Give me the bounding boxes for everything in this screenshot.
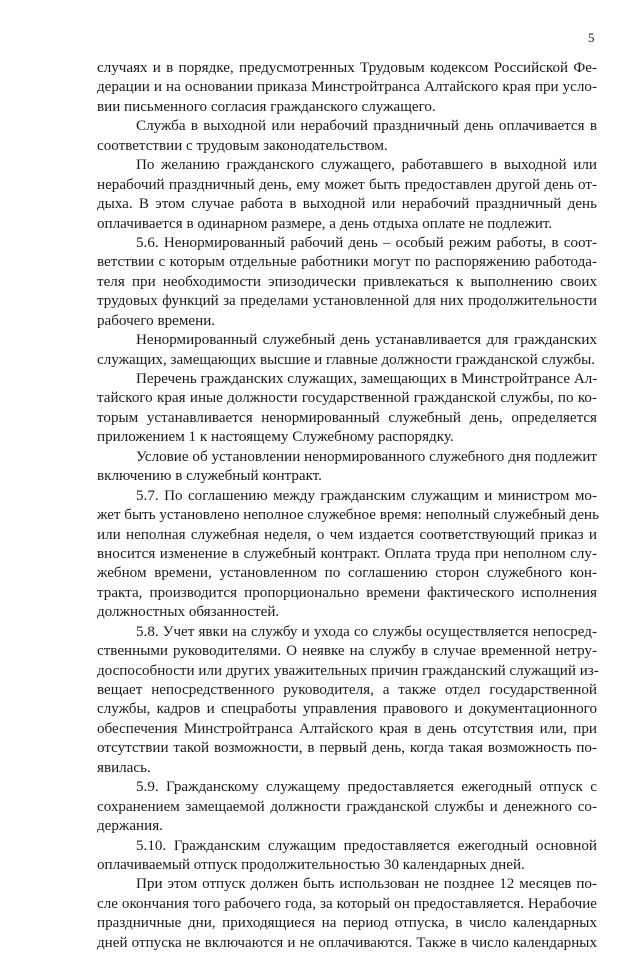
text-line: оплачивается в одинарном размере, а день отдыха оплате не подлежит. [97, 215, 553, 232]
text-line: сохранением замещаемой должности гражданской службы и денежного со- [97, 798, 597, 815]
text-line: вносится изменение в служебный контракт. Оплата труда при неполном слу- [97, 545, 597, 562]
text-line: доспособности или других уважительных причин гражданский служащий из- [97, 662, 599, 679]
document-body [97, 59, 597, 953]
page-number: 5 [588, 30, 595, 45]
text-line: явилась. [97, 759, 151, 776]
text-line: 5.9. Гражданскому служащему предоставляется ежегодный отпуск с [136, 779, 597, 796]
text-line: службы, кадров и спецработы управления правового и документационного [97, 701, 597, 718]
text-line: тайского края иные должности государственной гражданской службы, по ко- [97, 390, 597, 407]
text-line: теля при необходимости эпизодически привлекаться к выполнению своих [97, 273, 597, 290]
text-line: жебном времени, установленном по соглашению сторон служебного кон- [97, 565, 597, 582]
text-line: 5.6. Ненормированный рабочий день – особый режим работы, в соот- [136, 234, 597, 251]
text-line: служащих, замещающих высшие и главные должности гражданской службы. [97, 351, 596, 368]
text-line: обеспечения Минстройтранса Алтайского края в день отсутствия или, при [97, 720, 597, 737]
text-line: Служба в выходной или нерабочий праздничный день оплачивается в [136, 118, 597, 135]
text-line: жет быть установлено неполное служебное время: неполный служебный день [97, 507, 599, 524]
text-line: Ненормированный служебный день устанавливается для гражданских [136, 332, 597, 349]
text-line: оплачиваемый отпуск продолжительностью 30 календарных дней. [97, 856, 525, 873]
text-line: По желанию гражданского служащего, работавшего в выходной или [136, 157, 597, 174]
text-line: торым устанавливается ненормированный служебный день, определяется [97, 409, 597, 426]
text-line: дерации и на основании приказа Минстройтранса Алтайского края при усло- [97, 79, 597, 96]
text-line: дыха. В этом случае работа в выходной или нерабочий праздничный день [97, 196, 597, 213]
text-line: нерабочий праздничный день, ему может быть предоставлен другой день от- [97, 176, 597, 193]
text-line: трудовых функций за пределами установленной для них продолжительности [97, 293, 597, 310]
text-line: Перечень гражданских служащих, замещающих в Минстройтрансе Ал- [136, 371, 598, 387]
text-line: должностных обязанностей. [97, 604, 280, 621]
text-line: При этом отпуск должен быть использован не позднее 12 месяцев по- [136, 876, 597, 893]
text-line: соответствии с трудовым законодательством. [97, 137, 388, 154]
text-line: держания. [97, 818, 163, 835]
text-line: дней отпуска не включаются и не оплачиваются. Также в число календарных [97, 934, 597, 951]
text-line: случаях и в порядке, предусмотренных Трудовым кодексом Российской Фе- [97, 60, 597, 76]
text-line: 5.7. По соглашению между гражданским служащим и министром мо- [136, 487, 597, 504]
text-line: сле окончания того рабочего года, за который он предоставляется. Нерабочие [97, 895, 597, 912]
text-line: включению в служебный контракт. [97, 468, 322, 485]
text-line: вии письменного согласия гражданского служащего. [97, 98, 436, 115]
text-line: рабочего времени. [97, 312, 216, 329]
text-line: отсутствии такой возможности, в первый день, когда такая возможность по- [97, 740, 597, 757]
text-line: ственными руководителями. О неявке на службу в случае временной нетру- [97, 643, 597, 660]
text-line: 5.10. Гражданским служащим предоставляется ежегодный основной [136, 837, 597, 854]
text-line: тракта, производится пропорционально времени фактического исполнения [97, 584, 597, 601]
text-line: Условие об установлении ненормированного служебного дня подлежит [136, 448, 597, 465]
text-line: или неполная служебная неделя, о чем издается соответствующий приказ и [97, 526, 597, 543]
text-line: ветствии с которым отдельные работники могут по распоряжению работода- [97, 254, 597, 271]
text-line: приложением 1 к настоящему Служебному распорядку. [97, 429, 454, 446]
text-line: праздничные дни, приходящиеся на период отпуска, в число календарных [97, 915, 597, 932]
text-line: вещает непосредственного руководителя, а также отдел государственной [97, 682, 597, 698]
text-line: 5.8. Учет явки на службу и ухода со службы осуществляется непосред- [136, 623, 597, 640]
